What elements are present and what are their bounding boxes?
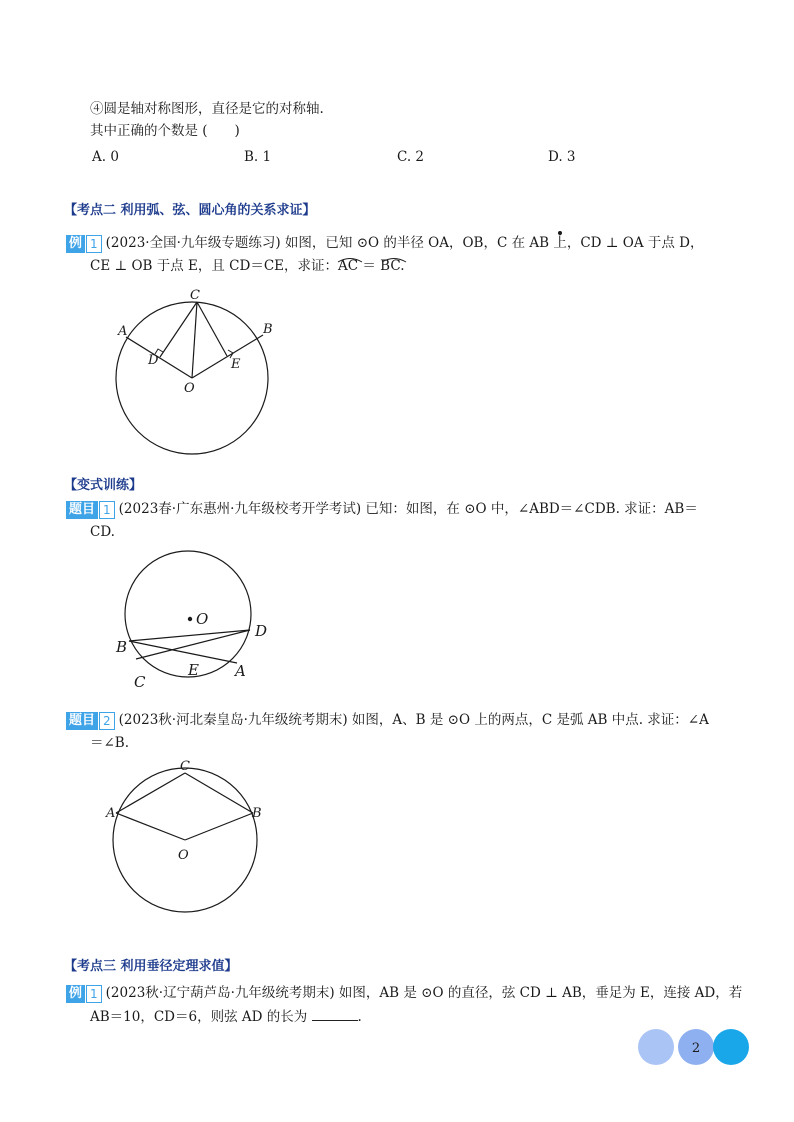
answer-blank <box>312 1006 358 1021</box>
example-text-line2: CE ⊥ OB 于点 E，且 CD＝CE，求证：AC ＝ BC. <box>90 258 405 274</box>
label-b2: B <box>116 638 128 656</box>
example-tag: 例 <box>66 985 85 1003</box>
variant-q1-line1 <box>66 499 698 519</box>
example-number: 1 <box>86 235 102 253</box>
example-text-line1: (2023秋·辽宁葫芦岛·九年级统考期末) 如图，AB 是 ⊙O 的直径，弦 CD ⊥ AB，垂足为 E，连接 AD，若 <box>105 985 743 1001</box>
variant-q1-line2: CD. <box>90 524 115 540</box>
variant-q2-line2: ＝∠B. <box>90 735 130 751</box>
option-a: A. 0 <box>92 149 119 165</box>
option-b: B. 1 <box>244 149 272 165</box>
question-tag: 题目 <box>66 712 98 730</box>
example-3-line1 <box>66 983 742 1003</box>
label-b: B <box>263 322 273 337</box>
arc-marks <box>0 0 794 300</box>
example-text-line2-end: . <box>357 1009 362 1025</box>
question-number: 1 <box>99 501 115 519</box>
label-a: A <box>118 324 128 339</box>
label-a3: A <box>106 806 116 821</box>
label-b3: B <box>252 806 262 821</box>
figure-variant-2 <box>100 755 280 925</box>
section-heading-3: 【考点三 利用垂径定理求值】 <box>64 959 238 974</box>
label-d: D <box>148 353 159 368</box>
label-e: E <box>231 357 241 372</box>
label-c: C <box>190 288 200 303</box>
question-text-line1: (2023秋·河北秦皇岛·九年级统考期末) 如图，A、B 是 ⊙O 上的两点，C 是弧 AB 中点. 求证：∠A <box>118 712 709 728</box>
question-text-line1: (2023春·广东惠州·九年级校考开学考试) 已知：如图，在 ⊙O 中，∠ABD＝∠CDB. 求证：AB＝ <box>118 501 698 517</box>
example-tag: 例 <box>66 235 85 253</box>
label-c3: C <box>180 759 190 774</box>
label-e2: E <box>188 661 199 679</box>
example-text-line2: AB＝10，CD＝6，则弦 AD 的长为 <box>90 1009 308 1025</box>
page-number: 2 <box>691 1041 701 1056</box>
label-o2: O <box>196 610 209 628</box>
statement-4: ④圆是轴对称图形，直径是它的对称轴. <box>90 101 324 117</box>
label-o3: O <box>178 848 189 863</box>
label-c2: C <box>134 673 146 691</box>
page-number-badge <box>636 1028 756 1068</box>
example-text-line1: (2023·全国·九年级专题练习) 如图，已知 ⊙O 的半径 OA，OB，C 在 AB 上，CD ⊥ OA 于点 D， <box>105 235 704 251</box>
variant-q2-line1 <box>66 710 709 730</box>
example-number: 1 <box>86 985 102 1003</box>
section-heading-variant: 【变式训练】 <box>64 478 143 493</box>
figure-example-1 <box>100 280 300 460</box>
label-o: O <box>184 381 195 396</box>
question-tag: 题目 <box>66 501 98 519</box>
option-d: D. 3 <box>548 149 576 165</box>
option-c: C. 2 <box>397 149 425 165</box>
example-3-line2 <box>90 1006 362 1027</box>
figure-variant-1 <box>110 550 290 695</box>
section-heading-2: 【考点二 利用弧、弦、圆心角的关系求证】 <box>64 203 316 218</box>
question-number: 2 <box>99 712 115 730</box>
label-d2: D <box>255 622 268 640</box>
label-a2: A <box>235 662 246 680</box>
question-prompt: 其中正确的个数是 ( ) <box>90 123 240 139</box>
